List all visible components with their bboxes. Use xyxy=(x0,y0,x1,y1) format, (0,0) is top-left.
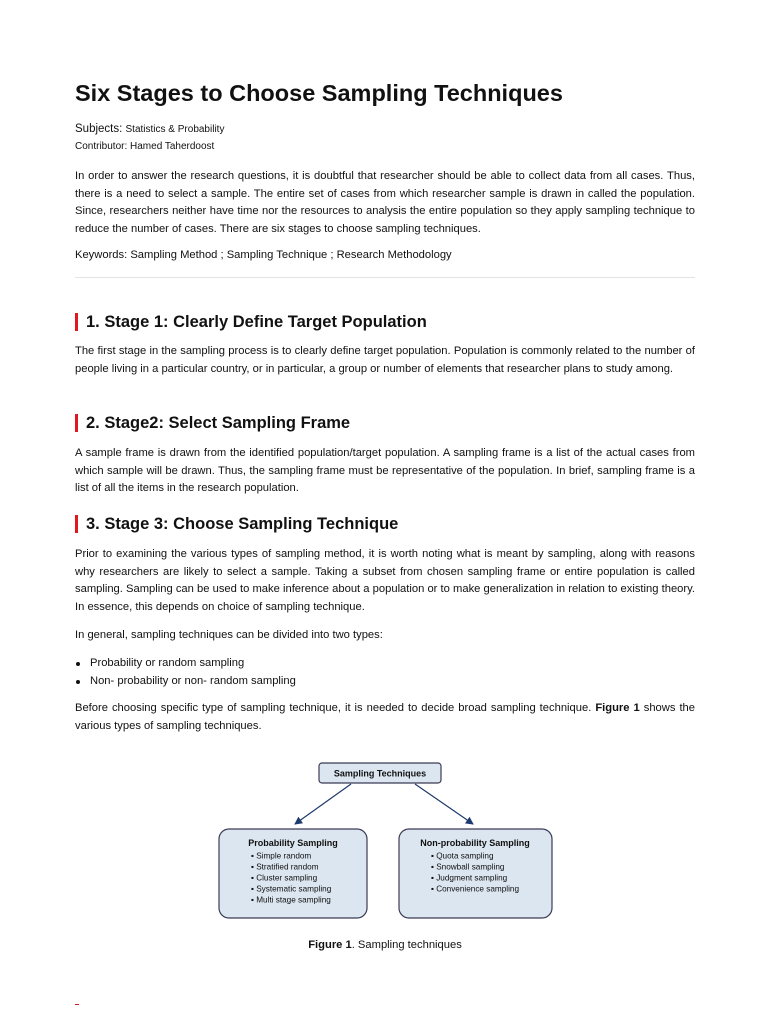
section-heading-stage-3 xyxy=(75,514,398,534)
section-text-stage-1: The first stage in the sampling process is to clearly define target population. Population is commonly related to the number of people living in a particular country, or in particular, a group or number of elements that researcher plans to study among. xyxy=(75,345,695,375)
arrow-left xyxy=(295,784,351,824)
heading-accent-bar xyxy=(75,313,78,331)
caption-label: Figure 1 xyxy=(308,939,352,951)
keywords: Keywords: Sampling Method ; Sampling Technique ; Research Methodology xyxy=(75,249,452,261)
section-text-stage-3: Prior to examining the various types of sampling method, it is worth noting what is meant by sampling, along with reasons why researchers are likely to select a sample. Taking a subset from chosen sampling frame or entire population is called sampling. Sampling can be used to make inference about a population or to make generalization in relation to existing theory. In essence, this depends on choice of sampling technique. xyxy=(75,548,695,613)
footer-accent-mark xyxy=(75,1004,79,1005)
bullet-icon xyxy=(76,680,80,684)
non-probability-title: Non-probability Sampling xyxy=(420,838,530,848)
section-heading-text: 3. Stage 3: Choose Sampling Technique xyxy=(86,515,399,533)
probability-item: ▪ Stratified random xyxy=(251,862,319,872)
non-probability-item: ▪ Judgment sampling xyxy=(431,873,508,883)
list-item xyxy=(89,655,296,673)
sampling-techniques-diagram xyxy=(215,760,555,922)
section-heading-stage-2 xyxy=(75,413,350,433)
subjects-value[interactable]: Statistics & Probability xyxy=(125,124,225,135)
sampling-types-list xyxy=(89,655,296,690)
non-probability-item: ▪ Quota sampling xyxy=(431,851,494,861)
probability-title: Probability Sampling xyxy=(248,838,338,848)
subjects-label: Subjects: xyxy=(75,123,123,135)
heading-accent-bar xyxy=(75,515,78,533)
probability-item: ▪ Cluster sampling xyxy=(251,873,318,883)
non-probability-item: ▪ Convenience sampling xyxy=(431,884,520,894)
page-title: Six Stages to Choose Sampling Techniques xyxy=(75,80,563,106)
arrow-right xyxy=(415,784,473,824)
section-heading-text: 2. Stage2: Select Sampling Frame xyxy=(86,414,351,432)
heading-accent-bar xyxy=(75,414,78,432)
probability-item: ▪ Systematic sampling xyxy=(251,884,332,894)
bullet-icon xyxy=(76,662,80,666)
list-item-text: Non- probability or non- random sampling xyxy=(90,674,296,687)
probability-item: ▪ Simple random xyxy=(251,851,312,861)
subjects-line xyxy=(75,123,224,135)
figure-caption xyxy=(75,939,695,951)
section-heading-text: 1. Stage 1: Clearly Define Target Population xyxy=(86,313,427,331)
divider xyxy=(75,277,695,278)
caption-text: . Sampling techniques xyxy=(351,939,462,951)
types-intro: In general, sampling techniques can be divided into two types: xyxy=(75,629,383,641)
figure-ref-before: Before choosing specific type of sampling technique, it is needed to decide broad sampling technique. xyxy=(75,702,596,714)
figure-ref-link[interactable]: Figure 1 xyxy=(595,702,640,714)
figure-ref-after: shows the various types of sampling techniques. xyxy=(75,702,696,732)
section-heading-stage-1 xyxy=(75,312,427,332)
root-label: Sampling Techniques xyxy=(333,768,427,779)
list-item xyxy=(89,673,296,691)
abstract: In order to answer the research questions, it is doubtful that researcher should be able to collect data from all cases. Thus, there is a need to select a sample. The entire set of cases from which researcher sample is drawn in called the population. Since, researchers neither have time nor the resources to analysis the entire population so they apply sampling technique to reduce the number of cases. There are six stages to choose sampling techniques. xyxy=(75,170,695,235)
contributor: Contributor: Hamed Taherdoost xyxy=(75,141,215,152)
figure-reference-paragraph xyxy=(75,700,695,735)
section-text-stage-2: A sample frame is drawn from the identified population/target population. A sampling frame is a list of the actual cases from which sample will be drawn. Thus, the sampling frame must be representative of the population. In brief, sampling frame is a list of all the items in the research population. xyxy=(75,447,695,494)
non-probability-item: ▪ Snowball sampling xyxy=(431,862,505,872)
probability-item: ▪ Multi stage sampling xyxy=(251,895,331,905)
list-item-text: Probability or random sampling xyxy=(90,657,245,669)
